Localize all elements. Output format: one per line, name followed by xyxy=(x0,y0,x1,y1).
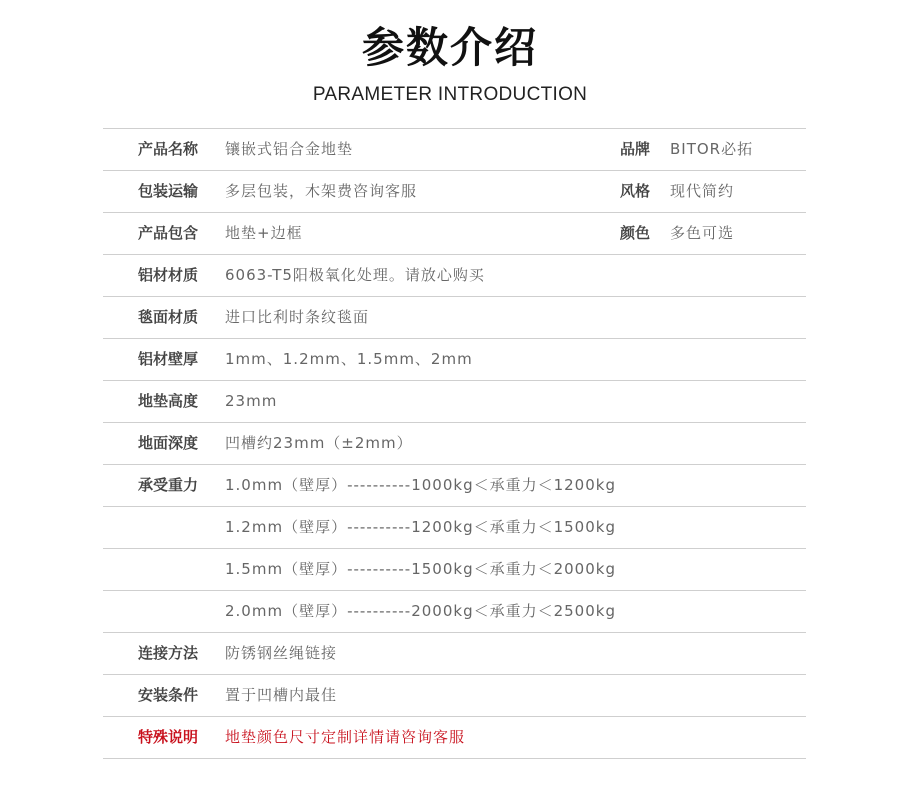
row-value: 置于凹槽内最佳 xyxy=(225,686,338,704)
row-label: 地面深度 xyxy=(138,434,199,452)
row-label: 承受重力 xyxy=(138,476,199,494)
row-value: 1.5mm（壁厚）----------1500kg＜承重力＜2000kg xyxy=(225,560,616,578)
row-label-secondary: 颜色 xyxy=(620,224,651,242)
row-value: 1.2mm（壁厚）----------1200kg＜承重力＜1500kg xyxy=(225,518,616,536)
row-label: 特殊说明 xyxy=(138,728,199,746)
row-value-secondary: BITOR必拓 xyxy=(670,140,754,158)
row-label: 铝材壁厚 xyxy=(138,350,199,368)
table-row xyxy=(103,591,806,633)
row-label: 安装条件 xyxy=(138,686,199,704)
row-value-secondary: 现代简约 xyxy=(670,182,735,200)
table-row xyxy=(103,465,806,507)
row-label-secondary: 品牌 xyxy=(620,140,651,158)
page-title: 参数介绍 xyxy=(361,23,538,72)
row-label: 连接方法 xyxy=(138,644,199,662)
table-row xyxy=(103,255,806,297)
row-value: 凹槽约23mm（±2mm） xyxy=(225,434,413,452)
row-value: 镶嵌式铝合金地垫 xyxy=(225,140,354,158)
row-value-secondary: 多色可选 xyxy=(670,224,735,242)
table-row xyxy=(103,381,806,423)
row-label: 铝材材质 xyxy=(138,266,199,284)
row-label: 毯面材质 xyxy=(138,308,199,326)
table-row xyxy=(103,507,806,549)
row-label-secondary: 风格 xyxy=(620,182,651,200)
row-value: 23mm xyxy=(225,392,278,410)
row-value: 1.0mm（壁厚）----------1000kg＜承重力＜1200kg xyxy=(225,476,616,494)
page-subtitle: PARAMETER INTRODUCTION xyxy=(312,84,588,105)
row-value: 地垫+边框 xyxy=(225,224,303,242)
table-row xyxy=(103,549,806,591)
table-row xyxy=(103,675,806,717)
table-row-special-note xyxy=(103,717,806,759)
row-label: 产品名称 xyxy=(138,140,199,158)
row-value: 防锈钢丝绳链接 xyxy=(225,644,338,662)
row-value: 2.0mm（壁厚）----------2000kg＜承重力＜2500kg xyxy=(225,602,616,620)
row-label: 产品包含 xyxy=(138,224,199,242)
row-value: 进口比利时条纹毯面 xyxy=(225,308,370,326)
table-row xyxy=(103,633,806,675)
parameter-table xyxy=(103,128,806,759)
table-row xyxy=(103,339,806,381)
table-row xyxy=(103,423,806,465)
table-row xyxy=(103,213,806,255)
row-label: 包装运输 xyxy=(138,182,199,200)
row-value: 1mm、1.2mm、1.5mm、2mm xyxy=(225,350,473,368)
table-row xyxy=(103,297,806,339)
row-value: 6063-T5阳极氧化处理。请放心购买 xyxy=(225,266,485,284)
row-value: 地垫颜色尺寸定制详情请咨询客服 xyxy=(225,728,466,746)
row-value: 多层包装，木架费咨询客服 xyxy=(225,182,418,200)
table-row xyxy=(103,171,806,213)
row-label: 地垫高度 xyxy=(138,392,199,410)
table-row xyxy=(103,129,806,171)
